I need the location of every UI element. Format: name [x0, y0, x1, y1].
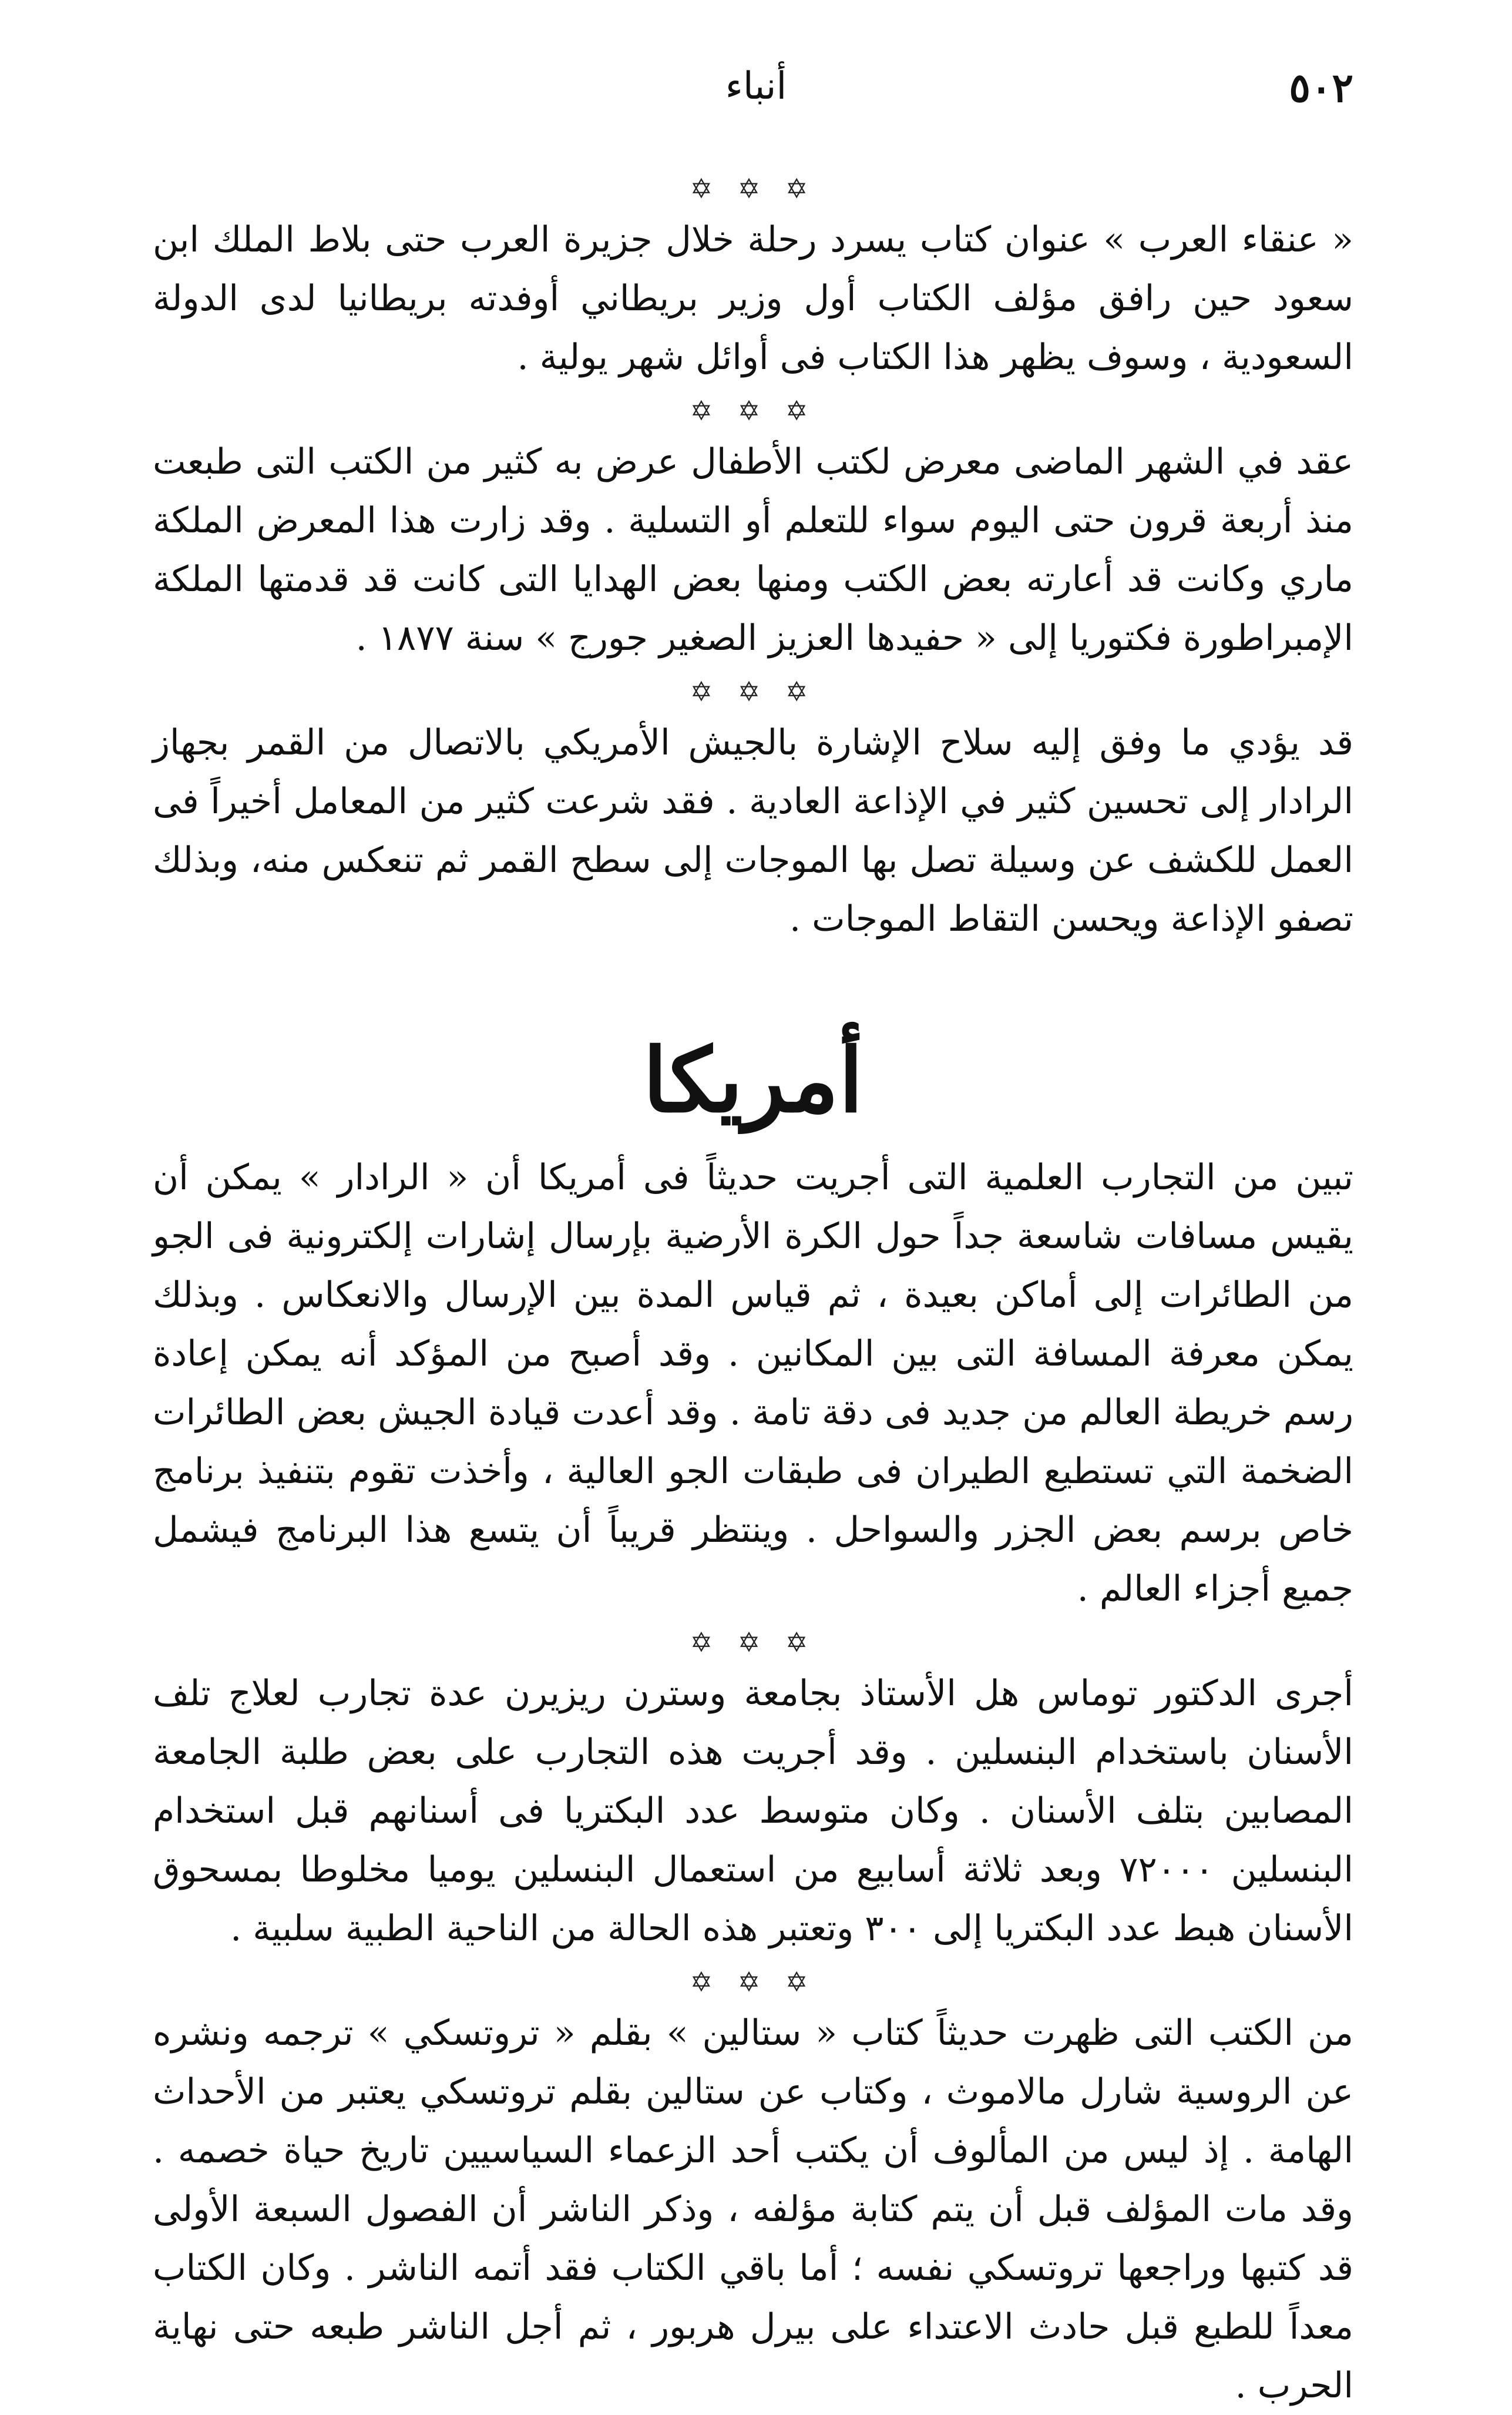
news-item-paragraph: عقد في الشهر الماضى معرض لكتب الأطفال عرض به كثير من الكتب التى طبعت منذ أربعة قرون حتى اليوم سواء للتعلم أو التسلية . وقد زارت هذا المعرض الملكة ماري وكانت قد أعارته بعض الكتب ومنها بعض الهدايا التى كانت قد قدمتها الملكة الإمبراطورة فكتوريا إلى « حفيدها العزيز الصغير جورج » سنة ١٨٧٧ . — [153, 441, 1354, 659]
article-body — [153, 165, 1353, 2415]
running-title: أنباء — [725, 65, 787, 108]
separator-stars: ✡ ✡ ✡ — [690, 1966, 817, 1998]
news-item-paragraph: تبين من التجارب العلمية التى أجريت حديثاً فى أمريكا أن « الرادار » يمكن أن يقيس مسافات شاسعة جداً حول الكرة الأرضية بإرسال إشارات إلكترونية فى الجو من الطائرات إلى أماكن بعيدة ، ثم قياس المدة بين الإرسال والانعكاس . وبذلك يمكن معرفة المسافة التى بين المكانين . وقد أصبح من المؤكد أنه يمكن إعادة رسم خريطة العالم من جديد فى دقة تامة . وقد أعدت قيادة الجيش بعض الطائرات الضخمة التي تستطيع الطيران فى طبقات الجو العالية ، وأخذت تقوم بتنفيذ برنامج خاص برسم بعض الجزر والسواحل . وينتظر قريباً أن يتسع هذا البرنامج فيشمل جميع أجزاء العالم . — [153, 1157, 1354, 1609]
page-number: ٥٠٢ — [1289, 65, 1353, 112]
separator-stars: ✡ ✡ ✡ — [690, 1626, 817, 1658]
news-item-paragraph: « عنقاء العرب » عنوان كتاب يسرد رحلة خلال جزيرة العرب حتى بلاط الملك ابن سعود حين رافق مؤلف الكتاب أول وزير بريطاني أوفدته بريطانيا لدى الدولة السعودية ، وسوف يظهر هذا الكتاب فى أوائل شهر يولية . — [153, 219, 1354, 378]
news-item-paragraph: أجرى الدكتور توماس هل الأستاذ بجامعة وسترن ريزيرن عدة تجارب لعلاج تلف الأسنان باستخدام البنسلين . وقد أجريت هذه التجارب على بعض طلبة الجامعة المصابين بتلف الأسنان . وكان متوسط عدد البكتريا فى أسنانهم قبل استخدام البنسلين ٧٢٠٠٠ وبعد ثلاثة أسابيع من استعمال البنسلين يوميا مخلوطا بمسحوق الأسنان هبط عدد البكتريا إلى ٣٠٠ وتعتبر هذه الحالة من الناحية الطبية سلبية . — [153, 1673, 1354, 1949]
separator-stars: ✡ ✡ ✡ — [690, 395, 817, 427]
news-item-paragraph: من الكتب التى ظهرت حديثاً كتاب « ستالين » بقلم « تروتسكي » ترجمه ونشره عن الروسية شارل مالاموث ، وكتاب عن ستالين بقلم تروتسكي يعتبر من الأحداث الهامة . إذ ليس من المألوف أن يكتب أحد الزعماء السياسيين تاريخ حياة خصمه . وقد مات المؤلف قبل أن يتم كتابة مؤلفه ، وذكر الناشر أن الفصول السبعة الأولى قد كتبها وراجعها تروتسكي نفسه ؛ أما باقي الكتاب فقد أتمه الناشر . وكان الكتاب معداً للطبع قبل حادث الاعتداء على بيرل هربور ، ثم أجل الناشر طبعه حتى نهاية الحرب . — [153, 2012, 1353, 2406]
page-header — [159, 65, 1353, 118]
separator-stars: ✡ ✡ ✡ — [690, 173, 817, 204]
section-heading: أمريكا — [643, 1029, 863, 1132]
separator-stars: ✡ ✡ ✡ — [690, 676, 817, 707]
news-item-paragraph: قد يؤدي ما وفق إليه سلاح الإشارة بالجيش الأمريكي بالاتصال من القمر بجهاز الرادار إلى تحسين كثير في الإذاعة العادية . فقد شرعت كثير من المعامل أخيراً فى العمل للكشف عن وسيلة تصل بها الموجات إلى سطح القمر ثم تنعكس منه، وبذلك تصفو الإذاعة ويحسن التقاط الموجات . — [153, 722, 1353, 940]
